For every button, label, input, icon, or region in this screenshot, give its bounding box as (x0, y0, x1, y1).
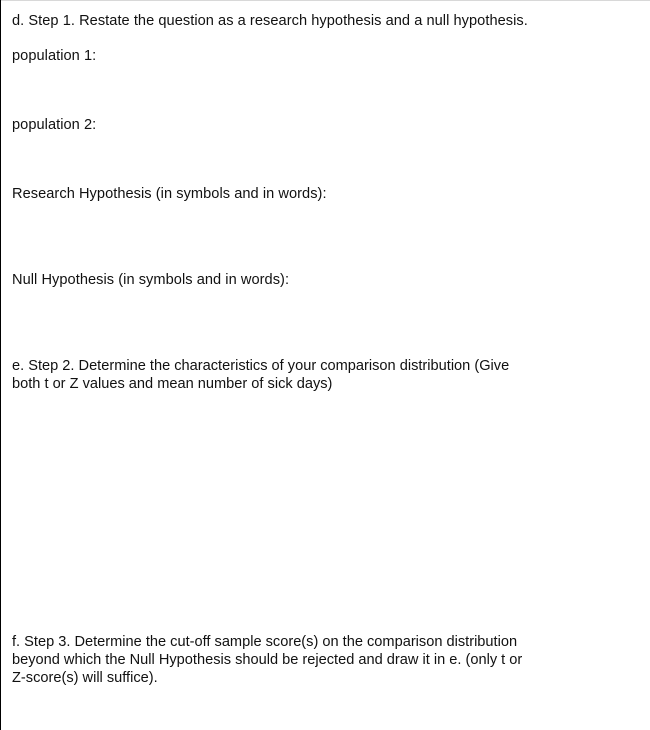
step3-line: beyond which the Null Hypothesis should be rejected and draw it in e. (only t or (12, 652, 523, 668)
step2-line: e. Step 2. Determine the characteristics of your comparison distribution (Give (12, 358, 510, 374)
page-top-edge (0, 0, 650, 1)
step3-line: f. Step 3. Determine the cut-off sample score(s) on the comparison distribution (12, 634, 518, 650)
step2-paragraph (12, 357, 552, 393)
population1-label: population 1: (12, 48, 97, 64)
step3-line: Z-score(s) will suffice). (12, 670, 158, 686)
step3-paragraph (12, 633, 552, 687)
population2-label: population 2: (12, 117, 97, 133)
page-left-border (0, 0, 1, 730)
research-hypothesis-label: Research Hypothesis (in symbols and in words): (12, 186, 327, 202)
null-hypothesis-label: Null Hypothesis (in symbols and in words): (12, 272, 290, 288)
step1-heading: d. Step 1. Restate the question as a research hypothesis and a null hypothesis. (12, 13, 528, 29)
step2-line: both t or Z values and mean number of sick days) (12, 376, 333, 392)
